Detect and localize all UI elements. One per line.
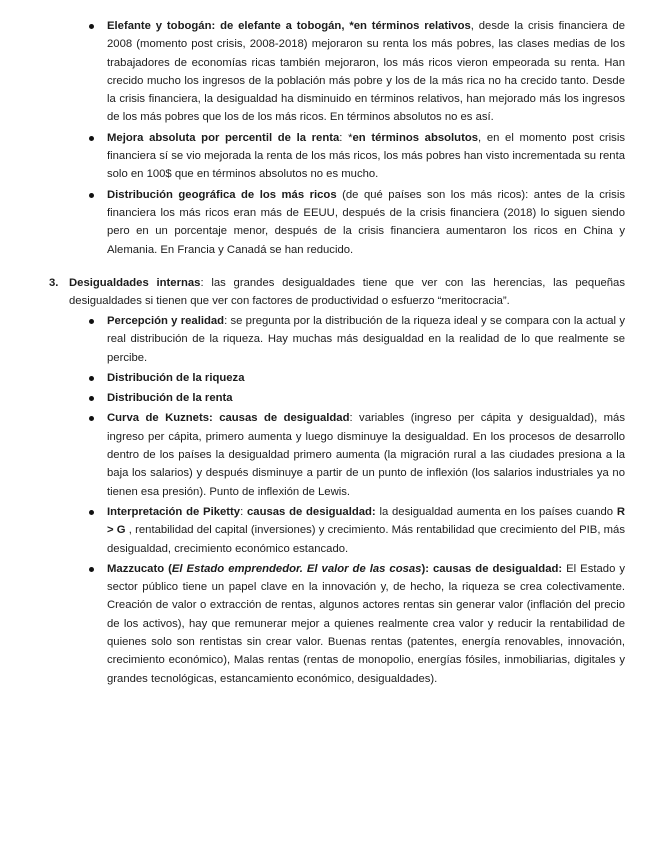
item-text: , en el momento post crisis financiera sí se vio mejorada la renta de los más ricos, los más pobres han visto incrementada su renta solo en 100$ que en términos absolutos no es mucho. (107, 131, 625, 181)
list-item (107, 129, 625, 184)
item-title-2: causas de desigualdad: (247, 505, 376, 518)
item-title: Distribución geográfica de los más ricos (107, 188, 337, 201)
numbered-item-3 (49, 274, 625, 311)
bullet-dot (89, 319, 94, 324)
list-item (107, 409, 625, 500)
item-text: : variables (ingreso per cápita y desigualdad), más ingreso per cápita, primero aumenta y luego disminuye la desigualdad. En los procesos de desarrollo dentro de los países la desigualdad primero aumenta (la migración rural a las ciudades presiona a la baja los salarios) y después disminuye a partir de un punto de inflexión (los salarios industriales ya no tienen esa presión). Punto de inflexión de Lewis. (107, 412, 625, 498)
bullet-dot (89, 510, 94, 515)
section-text: : las grandes desigualdades tiene que ver con las herencias, las pequeñas desigualdades si tienen que ver con factores de productividad o esfuerzo “meritocracia”. (69, 277, 625, 308)
item-number: 3. (49, 277, 59, 289)
list-item (107, 560, 625, 688)
item-text: (de qué países son los más ricos): antes de la crisis financiera los más ricos eran más de EEUU, después de la crisis financiera (2018) lo siguen siendo pero en un porcentaje menor, después de la crisis financiera aumentaron los ricos en China y Alemania. En Francia y Canadá se han reducido. (107, 188, 625, 256)
item-title: Distribución de la renta (107, 392, 233, 405)
item-text-2: , rentabilidad del capital (inversiones) y crecimiento. Más rentabilidad que crecimiento del PIB, más desigualdad, crecimiento económico estancado. (107, 524, 625, 555)
list-item (107, 186, 625, 259)
item-text: : se pregunta por la distribución de la riqueza ideal y se compara con la actual y real distribución de la riqueza. Hay muchas más desigualdad en la realidad de lo que realmente se percibe. (107, 315, 625, 364)
item-title: Mazzucato ( (107, 562, 172, 575)
list-item (107, 503, 625, 558)
bullet-dot (89, 193, 94, 198)
bullet-dot (89, 416, 94, 421)
item-text: la desigualdad aumenta en los países cuando (375, 505, 617, 518)
item-text: El Estado y sector público tiene un papel clave en la innovación y, de hecho, la riqueza se crea colectivamente. Creación de valor o extracción de rentas, algunos actores rentas sin generar valor (inflación del precio de los activos), hay que remunerar mejor a quienes realmente crea valor y reducir la rentabilidad de quienes solo son rentistas sin crear valor. Buenas rentas (patentes, energía renovables, innovación, crecimiento económico), Malas rentas (rentas de monopolio, energías fósiles, inmobiliarias, digitales y grandes tecnológicas, estancamiento económico, desigualdades). (107, 562, 625, 685)
bullet-dot (89, 136, 94, 141)
formula: R > G (107, 505, 626, 537)
item-title-end: ): causas de desigualdad: (421, 562, 563, 575)
bullet-dot (89, 396, 94, 401)
item-title: Elefante y tobogán: de elefante a tobogán, *en términos relativos (107, 20, 471, 32)
item-title: Distribución de la riqueza (107, 371, 245, 384)
item-text: , desde la crisis financiera de 2008 (momento post crisis, 2008-2018) mejoraron su renta los más pobres, las clases medias de los trabajadores de economías ricas también mejoraron, los más ricos vieron empeorada su renta. Han crecido mucho los ingresos de la población más pobre y los de la más rica no ha crecido tanto. Desde la crisis financiera, la desigualdad ha disminuido en términos relativos, han mejorado más los ingresos de los más pobres que los de los más ricos. En términos absolutos no es así. (107, 20, 626, 124)
list-item (107, 312, 625, 367)
list-item (107, 369, 625, 387)
section-title: Desigualdades internas (69, 277, 201, 289)
item-title-2: en términos absolutos (352, 131, 479, 144)
bullet-dot (89, 24, 94, 29)
item-sep: : * (339, 131, 353, 144)
bullet-list-top (107, 17, 625, 261)
bullet-dot (89, 567, 94, 572)
bullet-dot (89, 376, 94, 381)
item-sep: : (240, 505, 247, 518)
item-title: Curva de Kuznets: causas de desigualdad (107, 412, 350, 425)
bullet-list-bottom (107, 312, 625, 690)
list-item (107, 17, 625, 127)
book-title: El Estado emprendedor. El valor de las cosas (171, 562, 422, 575)
list-item (107, 389, 625, 407)
item-title: Interpretación de Piketty (107, 505, 241, 518)
item-title: Mejora absoluta por percentil de la renta (107, 131, 340, 144)
item-title: Percepción y realidad (107, 315, 225, 327)
